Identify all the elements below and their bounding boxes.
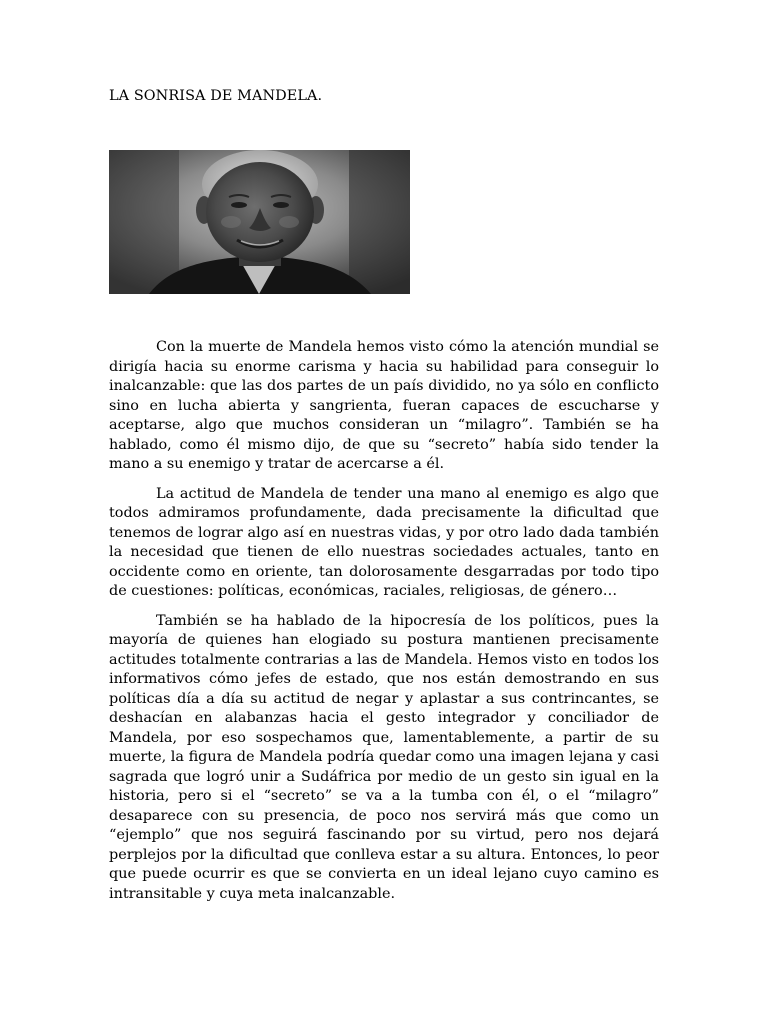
paragraph-2: La actitud de Mandela de tender una mano al enemigo es algo que todos admiramos profundamente, dada precisamente la dificultad que tenemos de lograr algo así en nuestras vidas, y por otro lado dada también la necesidad que tienen de ello nuestras sociedades actuales, tanto en occidente como en oriente, tan dolorosamente desgarradas por todo tipo de cuestiones: políticas, económicas, raciales, religiosas, de género…: [109, 485, 659, 599]
paragraph-1: Con la muerte de Mandela hemos visto cómo la atención mundial se dirigía hacia su enorme carisma y hacia su habilidad para conseguir lo inalcanzable: que las dos partes de un país dividido, no ya sólo en conflicto sino en lucha abierta y sangrienta, fueran capaces de escucharse y aceptarse, algo que muchos consideran un “milagro”. También se ha hablado, como él mismo dijo, de que su “secreto” había sido tender la mano a su enemigo y tratar de acercarse a él.: [109, 339, 659, 472]
document-title: LA SONRISA DE MANDELA.: [109, 88, 323, 104]
paragraph-3: También se ha hablado de la hipocresía de los políticos, pues la mayoría de quienes han elogiado su postura mantienen precisamente actitudes totalmente contrarias a las de Mandela. Hemos visto en todos los informativos cómo jefes de estado, que nos están demostrando en sus políticas día a día su actitud de negar y aplastar a sus contrincantes, se deshacían en alabanzas hacia el gesto integrador y conciliador de Mandela, por eso sospechamos que, lamentablemente, a partir de su muerte, la figura de Mandela podría quedar como una imagen lejana y casi sagrada que logró unir a Sudáfrica por medio de un gesto sin igual en la historia, pero si el “secreto” se va a la tumba con él, o el “milagro” desaparece con su presencia, de poco nos servirá más que como un “ejemplo” que nos seguirá fascinando por su virtud, pero nos dejará perplejos por la dificultad que conlleva estar a su altura. Entonces, lo peor que puede ocurrir es que se convierta en un ideal lejano cuyo camino es intransitable y cuya meta inalcanzable.: [109, 612, 659, 902]
portrait-photo: [109, 150, 410, 294]
portrait-photo-icon: [109, 150, 410, 294]
article-body: [109, 338, 659, 914]
